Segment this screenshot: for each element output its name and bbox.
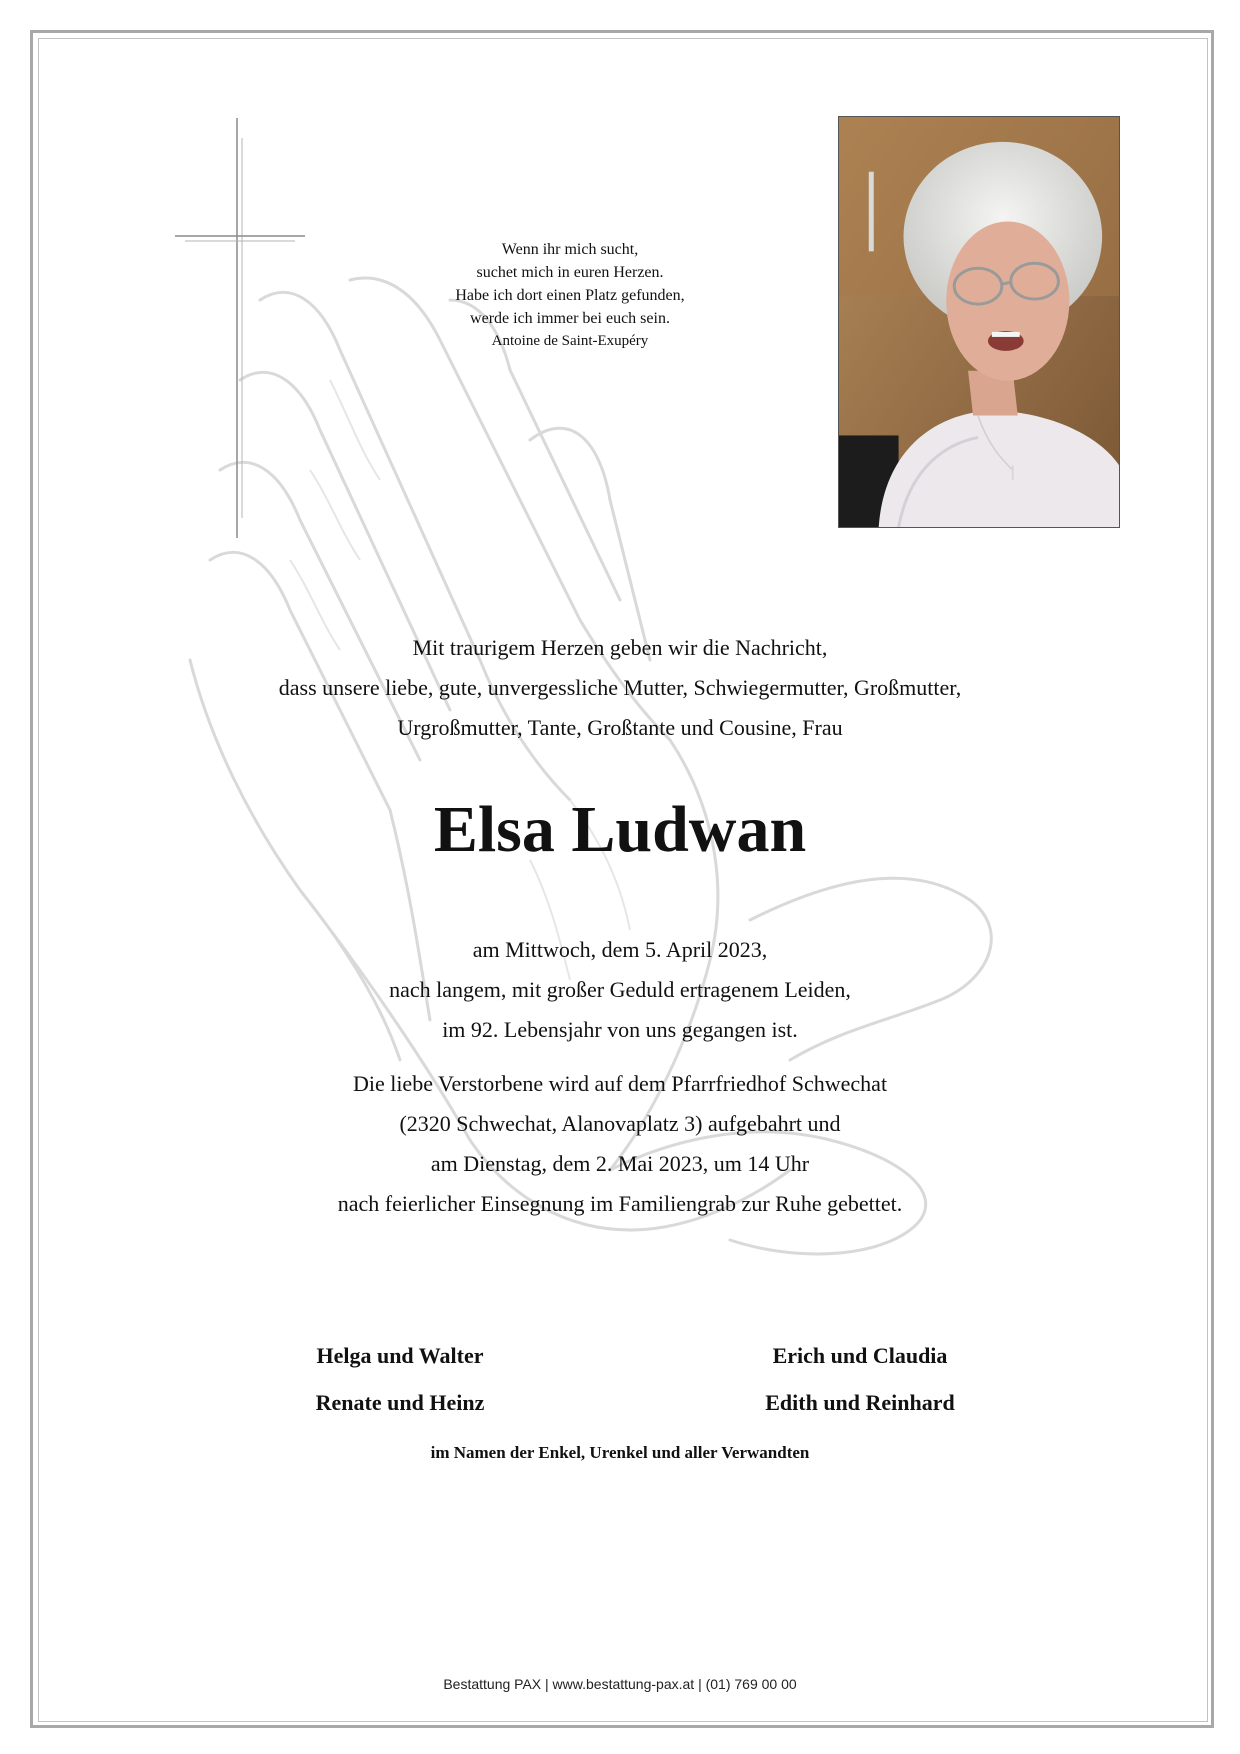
death-line: am Mittwoch, dem 5. April 2023,	[472, 937, 768, 962]
mourner-name: Helga und Walter	[316, 1343, 484, 1368]
mourner-name: Edith und Reinhard	[765, 1390, 955, 1415]
mourners-right	[700, 1332, 1020, 1426]
quote-author: Antoine de Saint-Exupéry	[491, 333, 649, 349]
announcement-intro	[150, 628, 1090, 748]
footer-contact: Bestattung PAX | www.bestattung-pax.at | (01) 769 00 00	[443, 1676, 797, 1692]
mourner-name: Erich und Claudia	[772, 1343, 948, 1368]
memorial-quote	[390, 238, 750, 353]
cross-icon	[175, 118, 305, 538]
funeral-line: am Dienstag, dem 2. Mai 2023, um 14 Uhr	[430, 1151, 810, 1176]
portrait-photo	[838, 116, 1120, 528]
death-details	[150, 930, 1090, 1050]
funeral-details	[150, 1064, 1090, 1224]
funeral-line: Die liebe Verstorbene wird auf dem Pfarrfriedhof Schwechat	[352, 1071, 888, 1096]
deceased-name: Elsa Ludwan	[433, 793, 807, 866]
quote-line: werde ich immer bei euch sein.	[470, 310, 670, 327]
quote-line: Wenn ihr mich sucht,	[501, 241, 639, 258]
family-note: im Namen der Enkel, Urenkel und aller Verwandten	[430, 1443, 810, 1462]
death-line: im 92. Lebensjahr von uns gegangen ist.	[442, 1017, 798, 1042]
funeral-line: nach feierlicher Einsegnung im Familiengrab zur Ruhe gebettet.	[337, 1191, 903, 1216]
quote-line: Habe ich dort einen Platz gefunden,	[455, 287, 685, 304]
mourners-left	[250, 1332, 550, 1426]
mourner-name: Renate und Heinz	[315, 1390, 485, 1415]
quote-line: suchet mich in euren Herzen.	[476, 264, 664, 281]
funeral-line: (2320 Schwechat, Alanovaplatz 3) aufgebahrt und	[399, 1111, 841, 1136]
intro-line: Mit traurigem Herzen geben wir die Nachricht,	[412, 635, 828, 660]
death-line: nach langem, mit großer Geduld ertragenem Leiden,	[389, 977, 851, 1002]
intro-line: Urgroßmutter, Tante, Großtante und Cousine, Frau	[397, 715, 843, 740]
intro-line: dass unsere liebe, gute, unvergessliche Mutter, Schwiegermutter, Großmutter,	[278, 675, 962, 700]
